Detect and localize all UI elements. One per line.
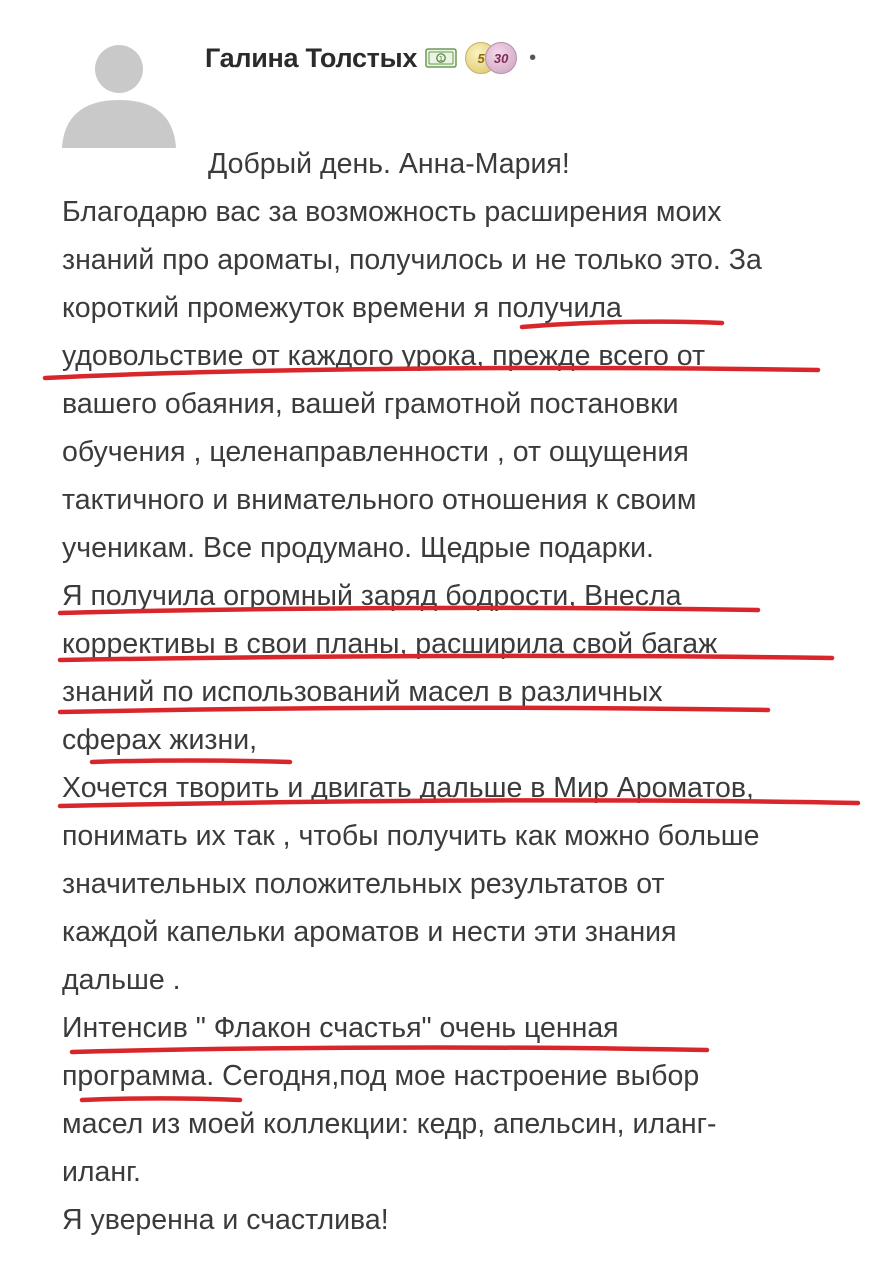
user-avatar-icon[interactable]	[60, 36, 178, 148]
text-line: понимать их так , чтобы получить как можно больше	[62, 820, 760, 852]
text-line: каждой капельки ароматов и нести эти знания	[62, 916, 677, 948]
text-line: иланг.	[62, 1156, 141, 1188]
text-line: Интенсив " Флакон счастья" очень ценная	[62, 1012, 619, 1044]
text-line: тактичного и внимательного отношения к своим	[62, 484, 697, 516]
coin-30-badge-icon: 30	[485, 42, 517, 74]
text-line: сферах жизни,	[62, 724, 258, 756]
text-line: коррективы в свои планы, расширила свой багаж	[62, 628, 718, 660]
text-line: вашего обаяния, вашей грамотной постановки	[62, 388, 679, 420]
text-line: удовольствие от каждого урока, прежде всего от	[62, 340, 706, 372]
greeting-line: Добрый день. Анна-Мария!	[208, 148, 570, 180]
text-line: короткий промежуток времени я получила	[62, 292, 622, 324]
text-line: Я уверенна и счастлива!	[62, 1204, 389, 1236]
text-line: ученикам. Все продумано. Щедрые подарки.	[62, 532, 654, 564]
text-line: Я получила огромный заряд бодрости, Внесла	[62, 580, 682, 612]
text-line: знаний по использований масел в различных	[62, 676, 663, 708]
author-name[interactable]: Галина Толстых	[205, 42, 418, 73]
text-line: масел из моей коллекции: кедр, апельсин, иланг-	[62, 1108, 717, 1140]
comment-text	[62, 140, 877, 1244]
text-line: дальше .	[62, 964, 181, 996]
separator-dot: •	[529, 46, 537, 69]
text-line: знаний про ароматы, получилось и не только это. За	[62, 244, 762, 276]
text-line: программа. Сегодня,под мое настроение выбор	[62, 1060, 700, 1092]
text-line: Благодарю вас за возможность расширения моих	[62, 196, 722, 228]
banknote-badge-icon	[425, 47, 457, 69]
post-header	[205, 38, 536, 78]
svg-text:1: 1	[438, 55, 444, 63]
text-line: значительных положительных результатов от	[62, 868, 665, 900]
text-line: Хочется творить и двигать дальше в Мир Ароматов,	[62, 772, 754, 804]
text-line: обучения , целенаправленности , от ощущения	[62, 436, 689, 468]
coin-5-badge-icon: 5	[465, 42, 497, 74]
